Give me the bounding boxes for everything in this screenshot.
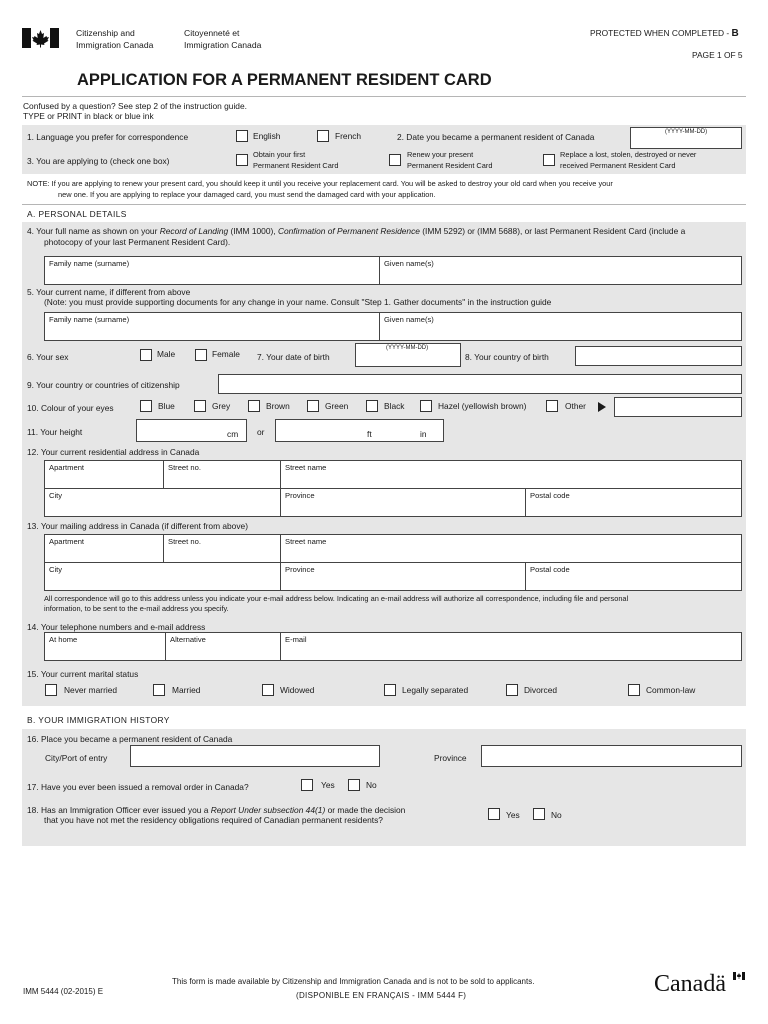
legally-separated-label: Legally separated — [402, 685, 469, 695]
canada-wordmark-text: Canadä — [654, 971, 726, 997]
residency-yes-label: Yes — [506, 810, 520, 820]
phone-alt-field[interactable] — [165, 632, 281, 661]
q5-line-2: (Note: you must provide supporting documents for any change in your name. Consult "Step 1. Gather documents" in the instruction guide — [44, 297, 552, 307]
q4-family-name-field[interactable] — [44, 256, 380, 285]
protected-label: PROTECTED WHEN COMPLETED - B — [590, 28, 739, 39]
obtain-first-label: Obtain your first Permanent Resident Card — [253, 150, 339, 170]
page-title: APPLICATION FOR A PERMANENT RESIDENT CARD — [77, 71, 492, 89]
q14-label: 14. Your telephone numbers and e-mail address — [27, 622, 206, 632]
eye-other-field[interactable] — [614, 397, 742, 417]
res-street-name-label: Street name — [285, 463, 327, 472]
res-city-label: City — [49, 491, 63, 500]
q4-line-2: photocopy of your last Permanent Resident Card). — [44, 237, 231, 247]
q16-label: 16. Place you became a permanent resident of Canada — [27, 734, 233, 744]
res-province-label: Province — [285, 491, 315, 500]
replace-label: Replace a lost, stolen, destroyed or never received Permanent Resident Card — [560, 150, 697, 170]
eye-black-label: Black — [384, 401, 405, 411]
eye-brown-checkbox[interactable] — [248, 400, 260, 412]
country-of-birth-field[interactable] — [575, 346, 742, 366]
note-line-1: NOTE: If you are applying to renew your present card, you should keep it until you receive your replacement card. You will be asked to destroy your old card when you receive your — [27, 179, 613, 188]
intro-line-2: TYPE or PRINT in black or blue ink — [23, 111, 154, 121]
q5-given-label: Given name(s) — [384, 315, 434, 324]
widowed-checkbox[interactable] — [262, 684, 274, 696]
french-label: French — [335, 131, 362, 141]
eye-green-checkbox[interactable] — [307, 400, 319, 412]
mail-postal-label: Postal code — [530, 565, 570, 574]
q17-label: 17. Have you ever been issued a removal order in Canada? — [27, 782, 249, 792]
residency-no-label: No — [551, 810, 562, 820]
intro-line-1: Confused by a question? See step 2 of the instruction guide. — [23, 101, 247, 111]
department-name-fr: Citoyenneté et Immigration Canada — [184, 28, 262, 50]
common-law-checkbox[interactable] — [628, 684, 640, 696]
q5-line-1: 5. Your current name, if different from above — [27, 287, 191, 297]
footer-line-1: This form is made available by Citizenship and Immigration Canada and is not to be sold to applicants. — [172, 977, 535, 986]
department-name-en: Citizenship and Immigration Canada — [76, 28, 154, 50]
male-checkbox[interactable] — [140, 349, 152, 361]
q5-family-label: Family name (surname) — [49, 315, 130, 324]
legally-separated-checkbox[interactable] — [384, 684, 396, 696]
mail-street-no-label: Street no. — [168, 537, 201, 546]
q6-label: 6. Your sex — [27, 352, 69, 362]
q15-label: 15. Your current marital status — [27, 669, 139, 679]
female-checkbox[interactable] — [195, 349, 207, 361]
renew-label: Renew your present Permanent Resident Card — [407, 150, 493, 170]
dob-hint: (YYYY-MM-DD) — [386, 345, 429, 351]
eye-grey-checkbox[interactable] — [194, 400, 206, 412]
ft-unit: ft — [367, 429, 372, 439]
arrow-right-icon — [598, 402, 606, 412]
email-label: E-mail — [285, 635, 307, 644]
never-married-checkbox[interactable] — [45, 684, 57, 696]
section-a-heading: A. PERSONAL DETAILS — [27, 209, 127, 219]
mail-city-field[interactable] — [44, 562, 281, 591]
french-checkbox[interactable] — [317, 130, 329, 142]
res-street-name-field[interactable] — [280, 460, 742, 489]
q2-label: 2. Date you became a permanent resident of Canada — [397, 132, 595, 142]
phone-home-field[interactable] — [44, 632, 166, 661]
eye-other-checkbox[interactable] — [546, 400, 558, 412]
eye-hazel-label: Hazel (yellowish brown) — [438, 401, 527, 411]
res-province-field[interactable] — [280, 488, 526, 517]
removal-no-checkbox[interactable] — [348, 779, 360, 791]
mail-apartment-label: Apartment — [49, 537, 85, 546]
removal-yes-checkbox[interactable] — [301, 779, 313, 791]
email-field[interactable] — [280, 632, 742, 661]
replace-checkbox[interactable] — [543, 154, 555, 166]
eye-blue-label: Blue — [158, 401, 175, 411]
eye-hazel-checkbox[interactable] — [420, 400, 432, 412]
residency-no-checkbox[interactable] — [533, 808, 545, 820]
widowed-label: Widowed — [280, 685, 315, 695]
mail-street-no-field[interactable] — [163, 534, 281, 563]
eye-other-label: Other — [565, 401, 586, 411]
married-label: Married — [172, 685, 201, 695]
canada-wordmark — [654, 970, 748, 1000]
obtain-first-checkbox[interactable] — [236, 154, 248, 166]
page-number: PAGE 1 OF 5 — [692, 50, 743, 60]
mail-province-label: Province — [285, 565, 315, 574]
q4-given-name-field[interactable] — [379, 256, 742, 285]
pr-date-field[interactable] — [630, 127, 742, 149]
english-label: English — [253, 131, 281, 141]
eye-grey-label: Grey — [212, 401, 231, 411]
q1-label: 1. Language you prefer for correspondence — [27, 132, 189, 142]
q7-label: 7. Your date of birth — [257, 352, 330, 362]
eye-brown-label: Brown — [266, 401, 290, 411]
res-street-no-label: Street no. — [168, 463, 201, 472]
renew-checkbox[interactable] — [389, 154, 401, 166]
married-checkbox[interactable] — [153, 684, 165, 696]
cm-unit: cm — [227, 429, 239, 439]
mail-province-field[interactable] — [280, 562, 526, 591]
eye-black-checkbox[interactable] — [366, 400, 378, 412]
male-label: Male — [157, 349, 176, 359]
q5-family-name-field[interactable] — [44, 312, 380, 341]
q9-label: 9. Your country or countries of citizenship — [27, 380, 180, 390]
divorced-label: Divorced — [524, 685, 558, 695]
form-code: IMM 5444 (02-2015) E — [23, 987, 104, 996]
res-apartment-field[interactable] — [44, 460, 164, 489]
phone-home-label: At home — [49, 635, 78, 644]
common-law-label: Common-law — [646, 685, 696, 695]
in-unit: in — [420, 429, 427, 439]
mail-apartment-field[interactable] — [44, 534, 164, 563]
removal-yes-label: Yes — [321, 780, 335, 790]
mail-street-name-label: Street name — [285, 537, 327, 546]
phone-alt-label: Alternative — [170, 635, 206, 644]
height-ft-in-field[interactable] — [275, 419, 444, 442]
res-apartment-label: Apartment — [49, 463, 85, 472]
res-city-field[interactable] — [44, 488, 281, 517]
never-married-label: Never married — [64, 685, 118, 695]
eye-blue-checkbox[interactable] — [140, 400, 152, 412]
note-line-2: new one. If you are applying to replace your damaged card, you must send the damaged card with your application. — [58, 190, 436, 199]
mail-street-name-field[interactable] — [280, 534, 742, 563]
q11-label: 11. Your height — [27, 427, 83, 437]
height-cm-field[interactable] — [136, 419, 247, 442]
res-street-no-field[interactable] — [163, 460, 281, 489]
q4-line-1: 4. Your full name as shown on your Record of Landing (IMM 1000), Confirmation of Permanent Residence (IMM 5292) or (IMM 5688), or last Permanent Resident Card (include a — [27, 226, 686, 236]
q18-line-1: 18. Has an Immigration Officer ever issued you a Report Under subsection 44(1) or made the decision — [27, 805, 406, 815]
pr-province-field[interactable] — [481, 745, 742, 767]
canada-flag-icon — [22, 28, 59, 48]
removal-no-label: No — [366, 780, 377, 790]
q8-label: 8. Your country of birth — [465, 352, 549, 362]
footer-line-2: (DISPONIBLE EN FRANÇAIS - IMM 5444 F) — [296, 991, 467, 1000]
res-postal-label: Postal code — [530, 491, 570, 500]
q5-given-name-field[interactable] — [379, 312, 742, 341]
q16-city-label: City/Port of entry — [45, 753, 108, 763]
res-postal-field[interactable] — [525, 488, 742, 517]
q10-label: 10. Colour of your eyes — [27, 403, 114, 413]
port-of-entry-field[interactable] — [130, 745, 380, 767]
mail-city-label: City — [49, 565, 63, 574]
eye-green-label: Green — [325, 401, 349, 411]
q13-note-line-2: information, to be sent to the e-mail address you specify. — [44, 604, 229, 613]
pr-date-hint: (YYYY-MM-DD) — [665, 129, 708, 135]
divorced-checkbox[interactable] — [506, 684, 518, 696]
q12-label: 12. Your current residential address in Canada — [27, 447, 200, 457]
q13-note-line-1: All correspondence will go to this address unless you indicate your e-mail address below. Indicating an e-mail address will authorize all correspondence, including file and personal — [44, 594, 629, 603]
height-or-label: or — [257, 427, 265, 437]
q18-line-2: that you have not met the residency obligations required of Canadian permanent residents? — [44, 815, 383, 825]
citizenship-field[interactable] — [218, 374, 742, 394]
dob-field[interactable] — [355, 343, 461, 367]
q3-label: 3. You are applying to (check one box) — [27, 156, 170, 166]
title-rule — [22, 96, 746, 97]
q13-label: 13. Your mailing address in Canada (if different from above) — [27, 521, 248, 531]
english-checkbox[interactable] — [236, 130, 248, 142]
q4-given-label: Given name(s) — [384, 259, 434, 268]
wordmark-flag-icon — [733, 972, 745, 980]
mail-postal-field[interactable] — [525, 562, 742, 591]
section-a-rule — [22, 204, 746, 205]
section-b-heading: B. YOUR IMMIGRATION HISTORY — [27, 715, 170, 725]
q16-province-label: Province — [434, 753, 467, 763]
residency-yes-checkbox[interactable] — [488, 808, 500, 820]
q4-family-label: Family name (surname) — [49, 259, 130, 268]
female-label: Female — [212, 349, 240, 359]
